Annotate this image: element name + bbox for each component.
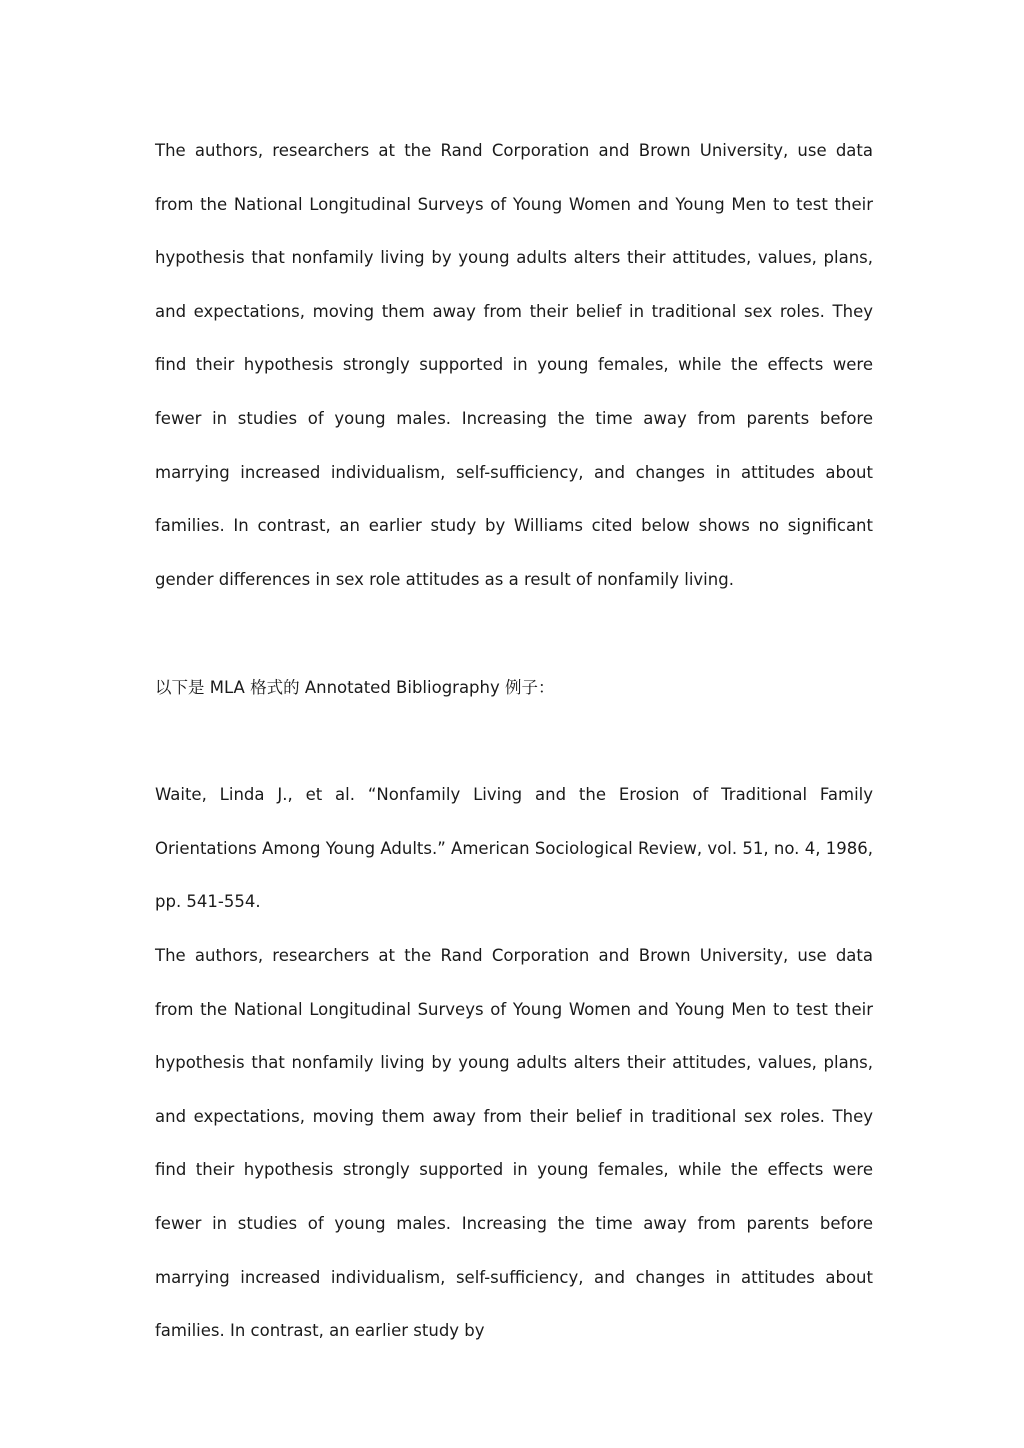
mla-citation: Waite, Linda J., et al. “Nonfamily Living and the Erosion of Traditional Family Orientations Among Young Adults.” American Sociological Review, vol. 51, no. 4, 1986, pp. 541-554. [155, 785, 873, 912]
annotation-paragraph-repeat: The authors, researchers at the Rand Corporation and Brown University, use data from the National Longitudinal Surveys of Young Women and Young Men to test their hypothesis that nonfamily living by young adults alters their attitudes, values, plans, and expectations, moving them away from their belief in traditional sex roles. They find their hypothesis strongly supported in young females, while the effects were fewer in studies of young males. Increasing the time away from parents before marrying increased individualism, self-sufficiency, and changes in attitudes about families. In contrast, an earlier study by [155, 946, 873, 1341]
annotation-paragraph: The authors, researchers at the Rand Corporation and Brown University, use data from the National Longitudinal Surveys of Young Women and Young Men to test their hypothesis that nonfamily living by young adults alters their attitudes, values, plans, and expectations, moving them away from their belief in traditional sex roles. They find their hypothesis strongly supported in young females, while the effects were fewer in studies of young males. Increasing the time away from parents before marrying increased individualism, self-sufficiency, and changes in attitudes about families. In contrast, an earlier study by Williams cited below shows no significant gender differences in sex role attitudes as a result of nonfamily living. [155, 141, 873, 589]
mla-example-intro: 以下是 MLA 格式的 Annotated Bibliography 例子： [155, 678, 555, 697]
